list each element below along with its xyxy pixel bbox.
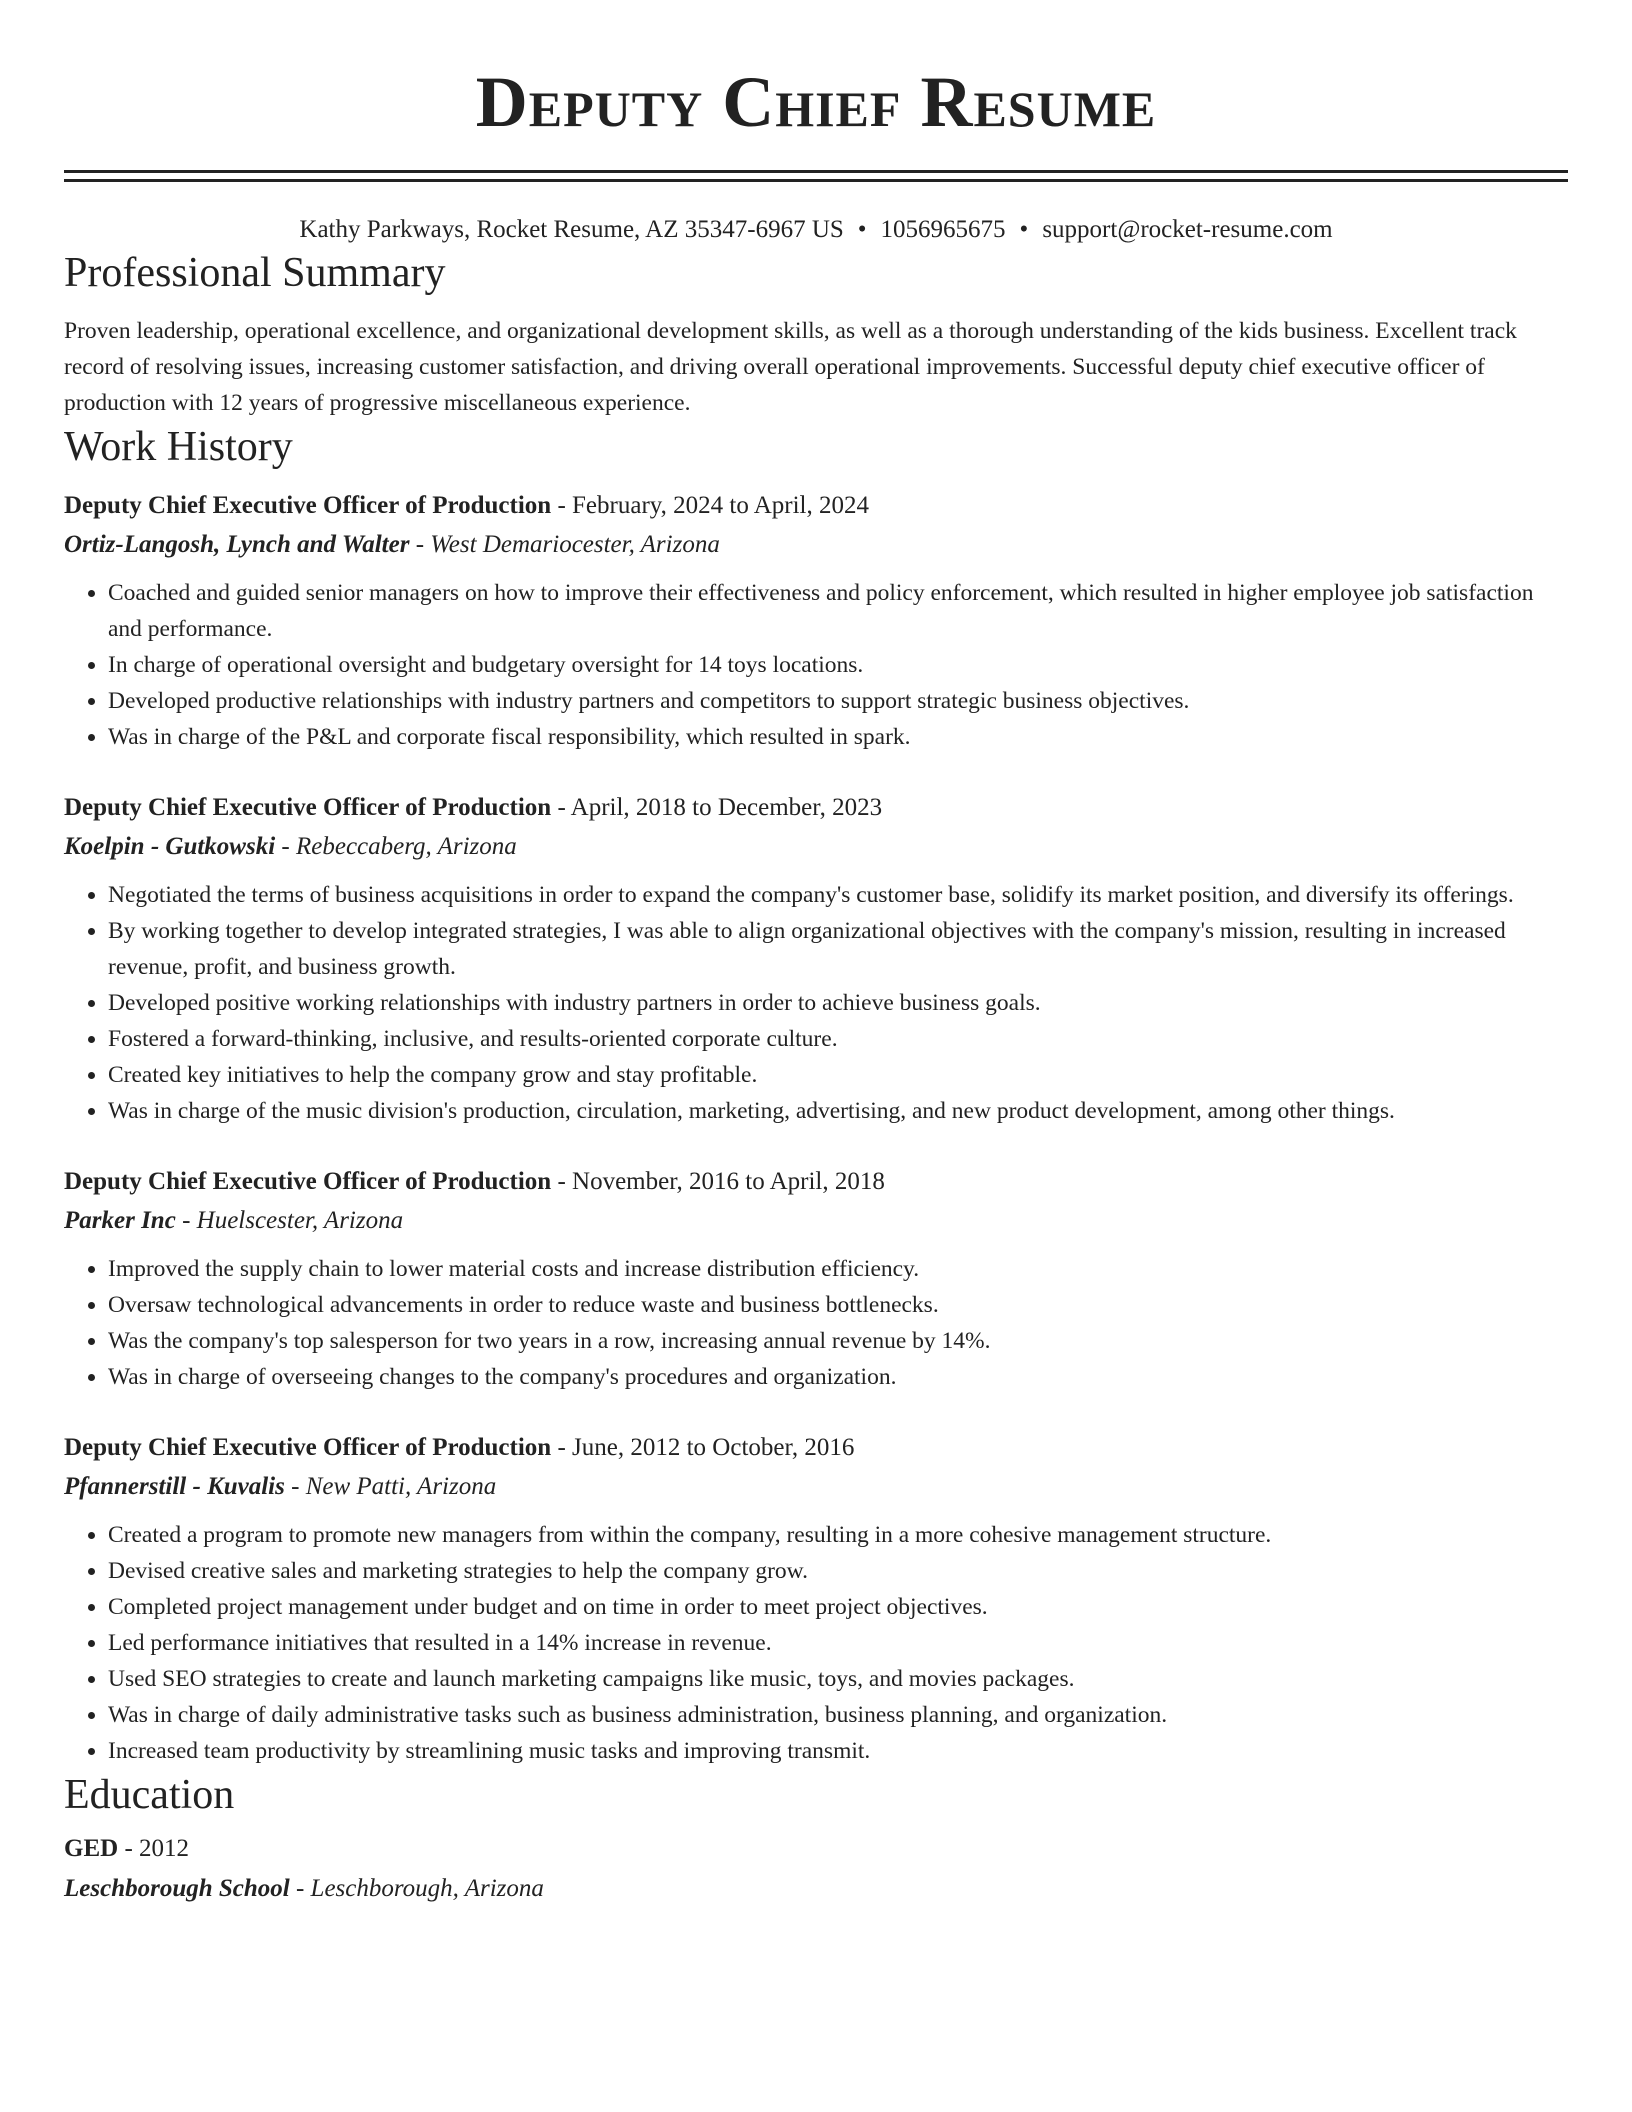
- page-title: Deputy Chief Resume: [475, 62, 1157, 142]
- job-bullet: • In charge of operational oversight and budgetary oversight for 14 toys locations.: [108, 647, 1568, 683]
- job-title: Deputy Chief Executive Officer of Production: [64, 1168, 552, 1195]
- summary-heading: Professional Summary: [64, 250, 446, 296]
- job-bullet: • Fostered a forward-thinking, inclusive, and results-oriented corporate culture.: [108, 1021, 1568, 1057]
- education-year: - 2012: [118, 1835, 190, 1862]
- job-bullet: • Completed project management under budget and on time in order to meet project objectives.: [108, 1589, 1568, 1625]
- job-bullet: • Negotiated the terms of business acquisitions in order to expand the company's customer base, solidify its market position, and diversify its offerings.: [108, 877, 1568, 913]
- title-divider: [64, 170, 1568, 182]
- job-title-line: [64, 1163, 1568, 1201]
- job-bullet: • Developed productive relationships with industry partners and competitors to support strategic business objectives.: [108, 683, 1568, 719]
- job-company-line: [64, 1201, 1568, 1241]
- job-entry: [64, 1429, 1568, 1769]
- work-history-list: [64, 487, 1568, 1769]
- job-bullet: • By working together to develop integrated strategies, I was able to align organizational objectives with the company's mission, resulting in increased revenue, profit, and business growth.: [108, 913, 1568, 985]
- job-location: - West Demariocester, Arizona: [409, 531, 720, 558]
- job-bullet: • Was in charge of the music division's production, circulation, marketing, advertising, and new product development, among other things.: [108, 1093, 1568, 1129]
- job-bullet-list: [64, 1517, 1568, 1769]
- job-company-line: [64, 525, 1568, 565]
- contact-separator: •: [857, 216, 867, 243]
- job-bullet-list: [64, 575, 1568, 755]
- job-entry: [64, 487, 1568, 755]
- education-location: - Leschborough, Arizona: [289, 1875, 544, 1902]
- job-bullet: • Developed positive working relationships with industry partners in order to achieve business goals.: [108, 985, 1568, 1021]
- job-bullet: • Increased team productivity by streamlining music tasks and improving transmit.: [108, 1733, 1568, 1769]
- education-school: Leschborough School: [64, 1875, 290, 1902]
- contact-address: Kathy Parkways, Rocket Resume, AZ 35347-6967 US: [299, 216, 844, 243]
- job-bullet: • Devised creative sales and marketing strategies to help the company grow.: [108, 1553, 1568, 1589]
- job-bullet: • Created key initiatives to help the company grow and stay profitable.: [108, 1057, 1568, 1093]
- job-title: Deputy Chief Executive Officer of Production: [64, 794, 552, 821]
- job-company-line: [64, 827, 1568, 867]
- job-entry: [64, 789, 1568, 1129]
- job-bullet: • Coached and guided senior managers on how to improve their effectiveness and policy enforcement, which resulted in higher employee job satisfaction and performance.: [108, 575, 1568, 647]
- job-bullet: • Led performance initiatives that resulted in a 14% increase in revenue.: [108, 1625, 1568, 1661]
- job-bullet: • Created a program to promote new managers from within the company, resulting in a more cohesive management structure.: [108, 1517, 1568, 1553]
- job-title: Deputy Chief Executive Officer of Production: [64, 1434, 552, 1461]
- education-degree: GED: [64, 1835, 119, 1862]
- job-bullet-list: [64, 877, 1568, 1129]
- job-dates: - April, 2018 to December, 2023: [551, 794, 883, 821]
- job-title-line: [64, 1429, 1568, 1467]
- job-dates: - February, 2024 to April, 2024: [551, 492, 869, 519]
- job-bullet: • Was the company's top salesperson for two years in a row, increasing annual revenue by 14%.: [108, 1323, 1568, 1359]
- job-company: Pfannerstill - Kuvalis: [64, 1473, 285, 1500]
- job-company: Parker Inc: [64, 1207, 176, 1234]
- job-bullet: • Was in charge of overseeing changes to the company's procedures and organization.: [108, 1359, 1568, 1395]
- education-school-line: [64, 1869, 1568, 1909]
- education-degree-line: [64, 1829, 1568, 1869]
- job-bullet: • Improved the supply chain to lower material costs and increase distribution efficiency.: [108, 1251, 1568, 1287]
- contact-separator: •: [1019, 216, 1029, 243]
- summary-text: Proven leadership, operational excellence, and organizational development skills, as well as a thorough understanding of the kids business. Excellent track record of resolving issues, increasing customer satisfaction, and driving overall operational improvements. Successful deputy chief executive officer of production with 12 years of progressive miscellaneous experience.: [64, 318, 1517, 416]
- job-title-line: [64, 487, 1568, 525]
- job-bullet-list: [64, 1251, 1568, 1395]
- work-history-heading: Work History: [64, 424, 293, 470]
- education-heading: Education: [64, 1772, 235, 1818]
- contact-line: [64, 213, 1568, 247]
- job-location: - New Patti, Arizona: [284, 1473, 497, 1500]
- job-title-line: [64, 789, 1568, 827]
- job-company-line: [64, 1467, 1568, 1507]
- job-bullet: • Used SEO strategies to create and launch marketing campaigns like music, toys, and movies packages.: [108, 1661, 1568, 1697]
- job-bullet: • Oversaw technological advancements in order to reduce waste and business bottlenecks.: [108, 1287, 1568, 1323]
- job-company: Ortiz-Langosh, Lynch and Walter: [64, 531, 410, 558]
- job-bullet: • Was in charge of the P&L and corporate fiscal responsibility, which resulted in spark.: [108, 719, 1568, 755]
- job-dates: - June, 2012 to October, 2016: [551, 1434, 855, 1461]
- contact-email: support@rocket-resume.com: [1042, 216, 1333, 243]
- job-bullet: • Was in charge of daily administrative tasks such as business administration, business planning, and organization.: [108, 1697, 1568, 1733]
- job-dates: - November, 2016 to April, 2018: [551, 1168, 885, 1195]
- job-location: - Huelscester, Arizona: [175, 1207, 404, 1234]
- job-entry: [64, 1163, 1568, 1395]
- contact-phone: 1056965675: [880, 216, 1006, 243]
- job-company: Koelpin - Gutkowski: [64, 833, 276, 860]
- job-title: Deputy Chief Executive Officer of Production: [64, 492, 552, 519]
- job-location: - Rebeccaberg, Arizona: [275, 833, 517, 860]
